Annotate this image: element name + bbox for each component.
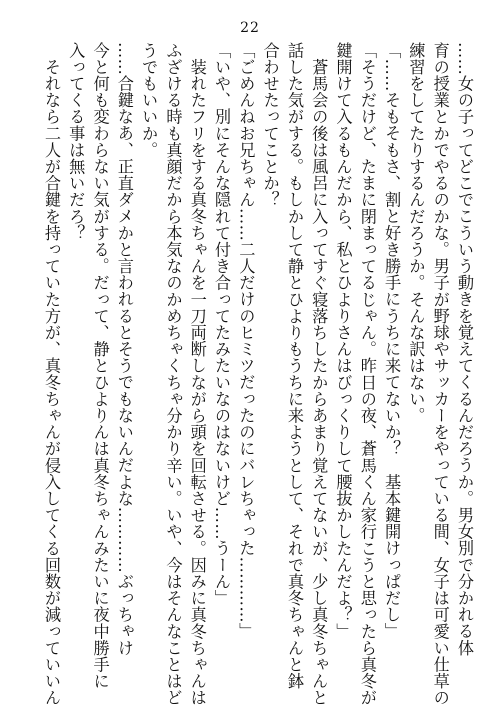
text-line: 蒼馬会の後は風呂に入ってすぐ寝落ちしたからあまり覚えてないが、少し真冬ちゃんと [309, 42, 329, 706]
text-line: ……合鍵なあ、正直ダメかと言われるとそうでもないんだよな…………ぶっちゃけ [114, 42, 134, 657]
text-line: 練習をしてたりするんだろうか。そんな訳はない。 [406, 42, 426, 424]
text-line: 「いや、別にそんな隠れて付き合ってたみたいなのはないけど……うーん」 [212, 42, 232, 607]
text-line: うでもいいか。 [139, 42, 159, 159]
text-line: それなら二人が合鍵を持っていた方が、真冬ちゃんが侵入してくる回数が減っていいん [41, 42, 61, 706]
text-line: ……女の子ってどこでこういう動きを覚えてくるんだろうか。男女別で分かれる体 [455, 42, 474, 657]
text-line: 育の授業とかでやるのかな。男子が野球やサッカーをやっている間、女子は可愛い仕草の [430, 42, 450, 706]
text-line: 鍵開けて入るもんだから、私とひよりさんはびっくりして腰抜かしたんだよ？」 [333, 42, 353, 640]
text-line: 「ごめんねお兄ちゃん……二人だけのヒミツだったのにバレちゃった…………」 [236, 42, 256, 640]
text-line: 入ってくる事は無いだろ？ [66, 42, 86, 242]
text-line: 合わせたってことか？ [260, 42, 280, 208]
vertical-text-body [41, 42, 476, 706]
text-line: ふざける時も真顔だから本気なのかめちゃくちゃ分かり辛い。いや、今はそんなことはど [163, 42, 183, 706]
page-number: 22 [240, 20, 260, 36]
text-line: 話した気がする。もしかして静とひよりもうちに来ようとして、それで真冬ちゃんと鉢 [284, 42, 304, 690]
text-line: 今と何も変わらない気がする。だって、静とひよりんは真冬ちゃんみたいに夜中勝手に [90, 42, 110, 690]
text-line: 「……そもそもさ、割と好き勝手にうちに来てないか？ 基本鍵開けっぱだし」 [382, 42, 402, 640]
text-line: 「そうだけど、たまに閉まってるじゃん。昨日の夜、蒼馬くん家行こうと思ったら真冬が [357, 42, 377, 706]
text-line: 装れたフリをする真冬ちゃんを一刀両断しながら頭を回転させる。因みに真冬ちゃんは [187, 42, 207, 706]
